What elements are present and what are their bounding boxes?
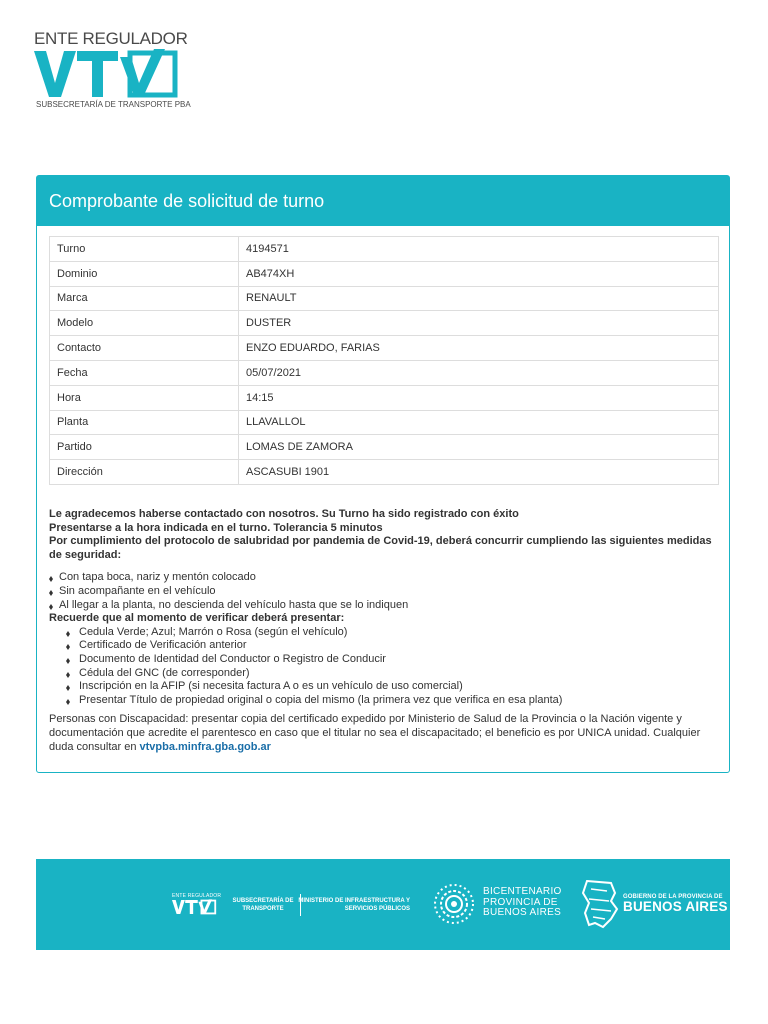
row-value: LLAVALLOL	[239, 410, 719, 435]
table-row	[50, 435, 719, 460]
row-label: Planta	[50, 410, 239, 435]
disability-note	[49, 713, 719, 754]
gobierno-small-text: GOBIERNO DE LA PROVINCIA DE	[623, 894, 723, 900]
row-value: 14:15	[239, 385, 719, 410]
table-row	[50, 237, 719, 262]
table-row	[50, 286, 719, 311]
list-item: Cedula Verde; Azul; Marrón o Rosa (según el vehículo)	[49, 626, 719, 640]
notice-arrival: Presentarse a la hora indicada en el turno. Tolerancia 5 minutos	[49, 521, 383, 534]
table-row	[50, 261, 719, 286]
row-label: Dominio	[50, 261, 239, 286]
vtv-logo	[34, 30, 194, 110]
footer-vtv-title: ENTE REGULADOR	[172, 893, 222, 899]
footer-banner	[36, 859, 730, 950]
bicentenario-line: BICENTENARIO	[483, 886, 562, 897]
province-map-icon	[581, 879, 619, 929]
footer-bicentenario	[483, 887, 562, 919]
table-row	[50, 336, 719, 361]
row-label: Fecha	[50, 360, 239, 385]
row-label: Dirección	[50, 460, 239, 485]
list-item: Cédula del GNC (de corresponder)	[49, 667, 719, 681]
vtv-logo-mark	[34, 49, 184, 99]
logo-title: ENTE REGULADOR	[34, 29, 188, 48]
gobierno-big-text: BUENOS AIRES	[623, 899, 728, 914]
list-item: Certificado de Verificación anterior	[49, 639, 719, 653]
row-label: Turno	[50, 237, 239, 262]
list-item: Presentar Título de propiedad original o copia del mismo (la primera vez que verifica en esa planta)	[49, 694, 719, 708]
row-value: 4194571	[239, 237, 719, 262]
panel-title: Comprobante de solicitud de turno	[37, 176, 729, 226]
footer-gobierno	[623, 894, 728, 914]
table-row	[50, 460, 719, 485]
notice-thanks: Le agradecemos haberse contactado con nosotros. Su Turno ha sido registrado con éxito	[49, 508, 519, 520]
appointment-panel	[36, 175, 730, 773]
notice-covid: Por cumplimiento del protocolo de salubridad por pandemia de Covid-19, deberá concurrir cumpliendo las siguientes medidas de seguridad:	[49, 535, 712, 561]
row-label: Contacto	[50, 336, 239, 361]
footer-vtv-mark	[172, 899, 218, 915]
vtv-website-link[interactable]: vtvpba.minfra.gba.gob.ar	[139, 740, 271, 753]
table-row	[50, 410, 719, 435]
logo-subtitle: SUBSECRETARÍA DE TRANSPORTE PBA	[36, 100, 191, 109]
table-row	[50, 311, 719, 336]
safety-list	[49, 571, 719, 612]
row-value: ENZO EDUARDO, FARIAS	[239, 336, 719, 361]
documents-heading: Recuerde que al momento de verificar deberá presentar:	[49, 612, 345, 625]
row-label: Partido	[50, 435, 239, 460]
row-label: Hora	[50, 385, 239, 410]
disability-text: Personas con Discapacidad: presentar copia del certificado expedido por Ministerio de Salud de la Provincia o la Nación vigente y documentación que acredite el parentesco en caso que el titular no sea el discapacitado; el beneficio es por UNICA unidad. Cualquier duda consultar en	[49, 713, 701, 753]
row-value: 05/07/2021	[239, 360, 719, 385]
table-row	[50, 385, 719, 410]
list-item: Al llegar a la planta, no descienda del vehículo hasta que se lo indiquen	[49, 599, 719, 613]
bicentenario-line: BUENOS AIRES	[483, 907, 562, 918]
row-value: DUSTER	[239, 311, 719, 336]
table-row	[50, 360, 719, 385]
bicentenario-sun-icon	[429, 879, 479, 929]
row-label: Marca	[50, 286, 239, 311]
list-item: Inscripción en la AFIP (si necesita factura A o es un vehículo de uso comercial)	[49, 680, 719, 694]
appointment-table	[49, 236, 719, 485]
footer-vtv-logo	[172, 893, 221, 920]
documents-list	[49, 626, 719, 708]
row-value: LOMAS DE ZAMORA	[239, 435, 719, 460]
footer-subsecretaria: SUBSECRETARÍA DE TRANSPORTE	[232, 898, 294, 912]
row-value: RENAULT	[239, 286, 719, 311]
list-item: Sin acompañante en el vehículo	[49, 585, 719, 599]
row-value: ASCASUBI 1901	[239, 460, 719, 485]
row-value: AB474XH	[239, 261, 719, 286]
panel-content	[49, 508, 719, 754]
bicentenario-line: PROVINCIA DE	[483, 896, 558, 908]
list-item: Con tapa boca, nariz y mentón colocado	[49, 571, 719, 585]
row-label: Modelo	[50, 311, 239, 336]
footer-ministerio: MINISTERIO DE INFRAESTRUCTURA Y SERVICIOS PÚBLICOS	[298, 898, 410, 912]
list-item: Documento de Identidad del Conductor o Registro de Conducir	[49, 653, 719, 667]
